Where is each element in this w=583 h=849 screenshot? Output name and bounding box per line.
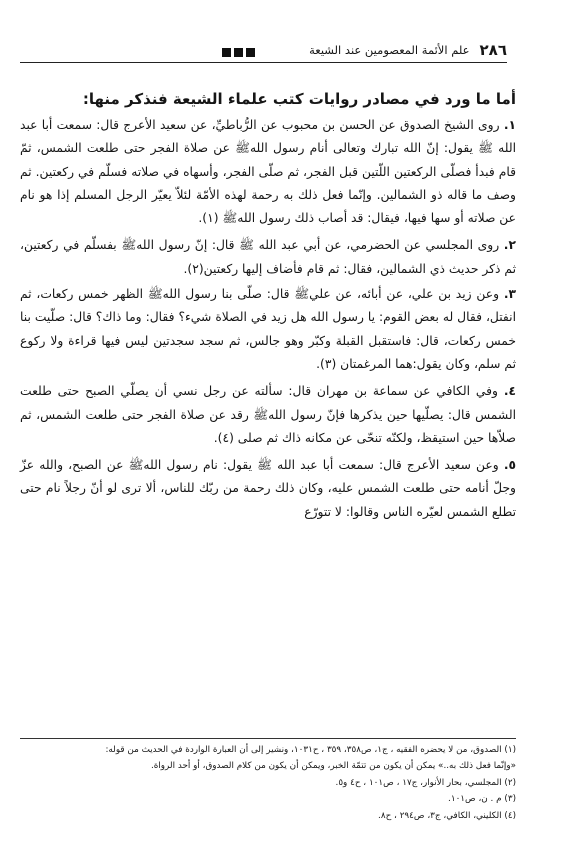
paragraph-3 (20, 283, 516, 376)
footnote: (٣) م . ن، ص١٠١. (448, 794, 516, 805)
paragraph-number: ٢. (503, 238, 516, 253)
paragraph-text: وعن زيد بن علي، عن أبائه، عن عليﷺ قال: صلّى بنا رسول اللهﷺ الظهر خمس ركعات، ثم انفتل، فقال له بعض القوم: يا رسول الله هل زيد في الصلاة شيء؟ فقال: وما ذاك؟ قال: صلّيت بنا خمس ركعات، قال: فاستقبل القبلة وكبّر وهو جالس، ثم سجد سجدتين ليس فيها قراءة ولا ركوع ثم سلم، وكان يقول:هما المرغمتان (٣). (20, 287, 516, 371)
page-number: ٢٨٦ (479, 41, 507, 59)
paragraph-number: ٥. (503, 458, 516, 473)
page-header (222, 40, 507, 60)
footnote: (١) الصدوق، من لا يحضره الفقيه ، ج١، ص٣٥٨، ٣٥٩ ، ح١٠٣١، ونشير إلى أن العبارة الواردة في الحديث من قوله: (105, 745, 516, 755)
footnote: (٤) الكليني، الكافي، ج٣، ص٢٩٤ ، ح٨. (378, 810, 516, 821)
footnote-rule (20, 738, 516, 739)
paragraph-number: ٤. (503, 384, 516, 399)
paragraph-text: وعن سعيد الأعرج قال: سمعت أبا عبد الله ﷺ يقول: نام رسول اللهﷺ عن الصبح، والله عزّ وجلّ أنامه حتى طلعت الشمس عليه، وكان ذلك رحمة من ربّك للناس، ألا ترى لو أنّ رجلاً نام حتى تطلع الشمس لعيّره الناس وقالوا: لا تتورّع (20, 458, 516, 519)
running-title: علم الأئمة المعصومين عند الشيعة (309, 43, 470, 57)
main-text (20, 88, 516, 526)
paragraph-number: ٣. (503, 287, 516, 302)
section-heading: أما ما ورد في مصادر روايات كتب علماء الشيعة فنذكر منها: (82, 90, 516, 108)
paragraph-text: روى المجلسي عن الحضرمي، عن أبي عبد الله ﷺ قال: إنّ رسول اللهﷺ بفسلّم في ركعتين، ثم ذكر حديث ذي الشمالين، فقال: ثم قام فأضاف إليها ركعتين(٢). (20, 238, 516, 276)
paragraph-5 (20, 454, 516, 524)
footnote: (٢) المجلسي، بحار الأنوار، ج١٧ ، ص١٠١ ، ح٤ و٥. (335, 777, 516, 788)
paragraph-text: وفي الكافي عن سماعة بن مهران قال: سألته عن رجل نسي أن يصلّي الصبح حتى طلعت الشمس قال: يصلّيها حين يذكرها فإنّ رسول اللهﷺ رقد عن صلاة الفجر حتى طلعت الشمس، ثم صلاّها حين استيقظ، ولكنّه تنحّى عن مكانه ذاك ثم صلى (٤). (20, 384, 516, 445)
header-ornament-icon (222, 48, 255, 57)
paragraph-1 (20, 114, 516, 230)
paragraph-4 (20, 380, 516, 450)
paragraph-2 (20, 234, 516, 281)
footnote: «وإنّما فعل ذلك به..» يمكن أن يكون من تتمّة الخبر، ويمكن أن يكون من كلام الصدوق، أو أحد الرواة. (150, 761, 516, 772)
paragraph-text: روى الشيخ الصدوق عن الحسن بن محبوب عن الرُّباطيِّ، عن سعيد الأعرج قال: سمعت أبا عبد الله ﷺ يقول: إنّ الله تبارك وتعالى أنام رسول اللهﷺ عن صلاة الفجر حتى طلعت الشمس، ثمّ قام فبدأ فصلّى الركعتين اللّتين قبل الفجر، ثم صلّى الفجر، وأسهاه في صلاته فسلّم في ركعتين. ثم وصف ما قاله ذو الشمالين. وإنّما فعل ذلك به رحمة لهذه الأمّة لئلاّ يعيّر الرجل المسلم إذا هو نام عن صلاته أو سها فيها، فيقال: قد أصاب ذلك رسول اللهﷺ (١). (20, 118, 516, 226)
header-rule (20, 62, 507, 63)
paragraph-number: ١. (503, 118, 516, 132)
footnotes (20, 742, 516, 824)
